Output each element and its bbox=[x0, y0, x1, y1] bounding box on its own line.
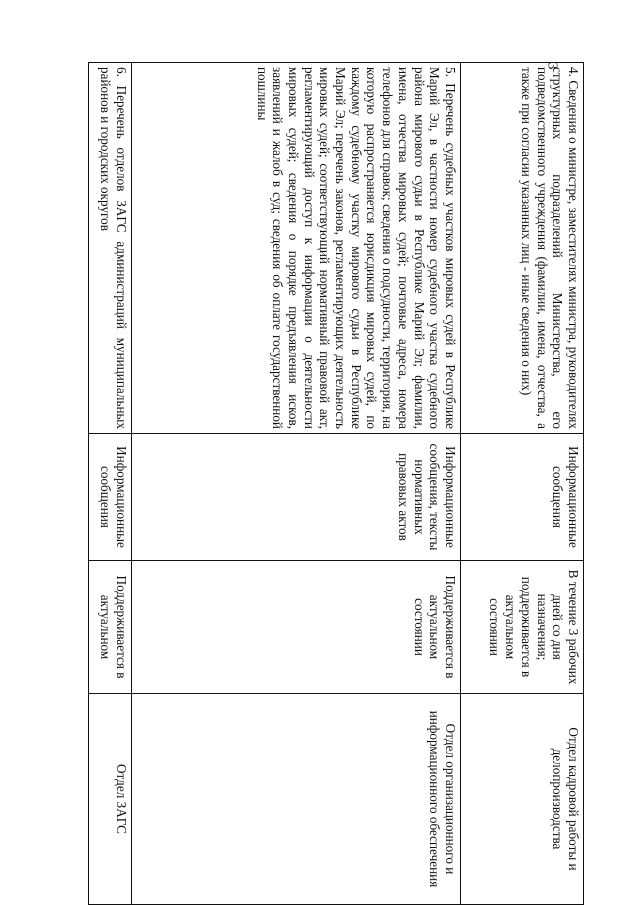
row-5-name-cell: 5. Перечень судебных участков мировых судей в Республике Марий Эл, в частности номер судебного участка судебного района мирового судьи в Республике Марий Эл; фамилии, имена, отчества мировых судей; почтовые адреса, номера телефонов для справок; сведения о подсудности, территория, на которую распространяется юрисдикция мировых судей, по каждому судебному участку мирового судьи в Республике Марий Эл; перечень законов, регламентирующих деятельность мировых судей; соответствующий нормативный правовой акт, регламентирующий доступ к информации о деятельности мировых судей; сведения о порядке предъявления исков, заявлений и жалоб в суд; сведения об оплате государственной пошлины bbox=[132, 63, 461, 434]
page-number: 3 bbox=[544, 62, 560, 70]
row-5-dept-cell: Отдел организационного и информационного обеспечения bbox=[132, 694, 461, 905]
row-5-form-cell: Информационные сообщения, тексты нормативных правовых актов bbox=[132, 434, 461, 561]
row-5-term-cell: Поддерживается в актуальном состоянии bbox=[132, 561, 461, 694]
information-table bbox=[88, 62, 584, 905]
table-row bbox=[132, 63, 461, 905]
table-row bbox=[89, 63, 132, 905]
row-4-name-cell: 4. Сведения о министре, заместителях министра, руководителях структурных подразделений Министерства, его подведомственного учреждения (фамилии, имена, отчества, а также при согласии указанных лиц - иные сведения о них) bbox=[461, 63, 584, 434]
rotated-table-frame bbox=[98, 62, 640, 888]
row-6-form-cell: Информационные сообщения bbox=[89, 434, 132, 561]
row-6-dept-cell: Отдел ЗАГС bbox=[89, 694, 132, 905]
row-4-form-cell: Информационные сообщения bbox=[461, 434, 584, 561]
row-4-term-cell: В течение 3 рабочих дней со дня назначения; поддерживается в актуальном состоянии bbox=[461, 561, 584, 694]
row-6-name-cell: 6. Перечень отделов ЗАГС администраций муниципальных районов и городских округов bbox=[89, 63, 132, 434]
row-4-dept-cell: Отдел кадровой работы и делопроизводства bbox=[461, 694, 584, 905]
row-6-term-cell: Поддерживается в актуальном bbox=[89, 561, 132, 694]
rotated-table-content bbox=[98, 62, 584, 888]
table-row bbox=[461, 63, 584, 905]
